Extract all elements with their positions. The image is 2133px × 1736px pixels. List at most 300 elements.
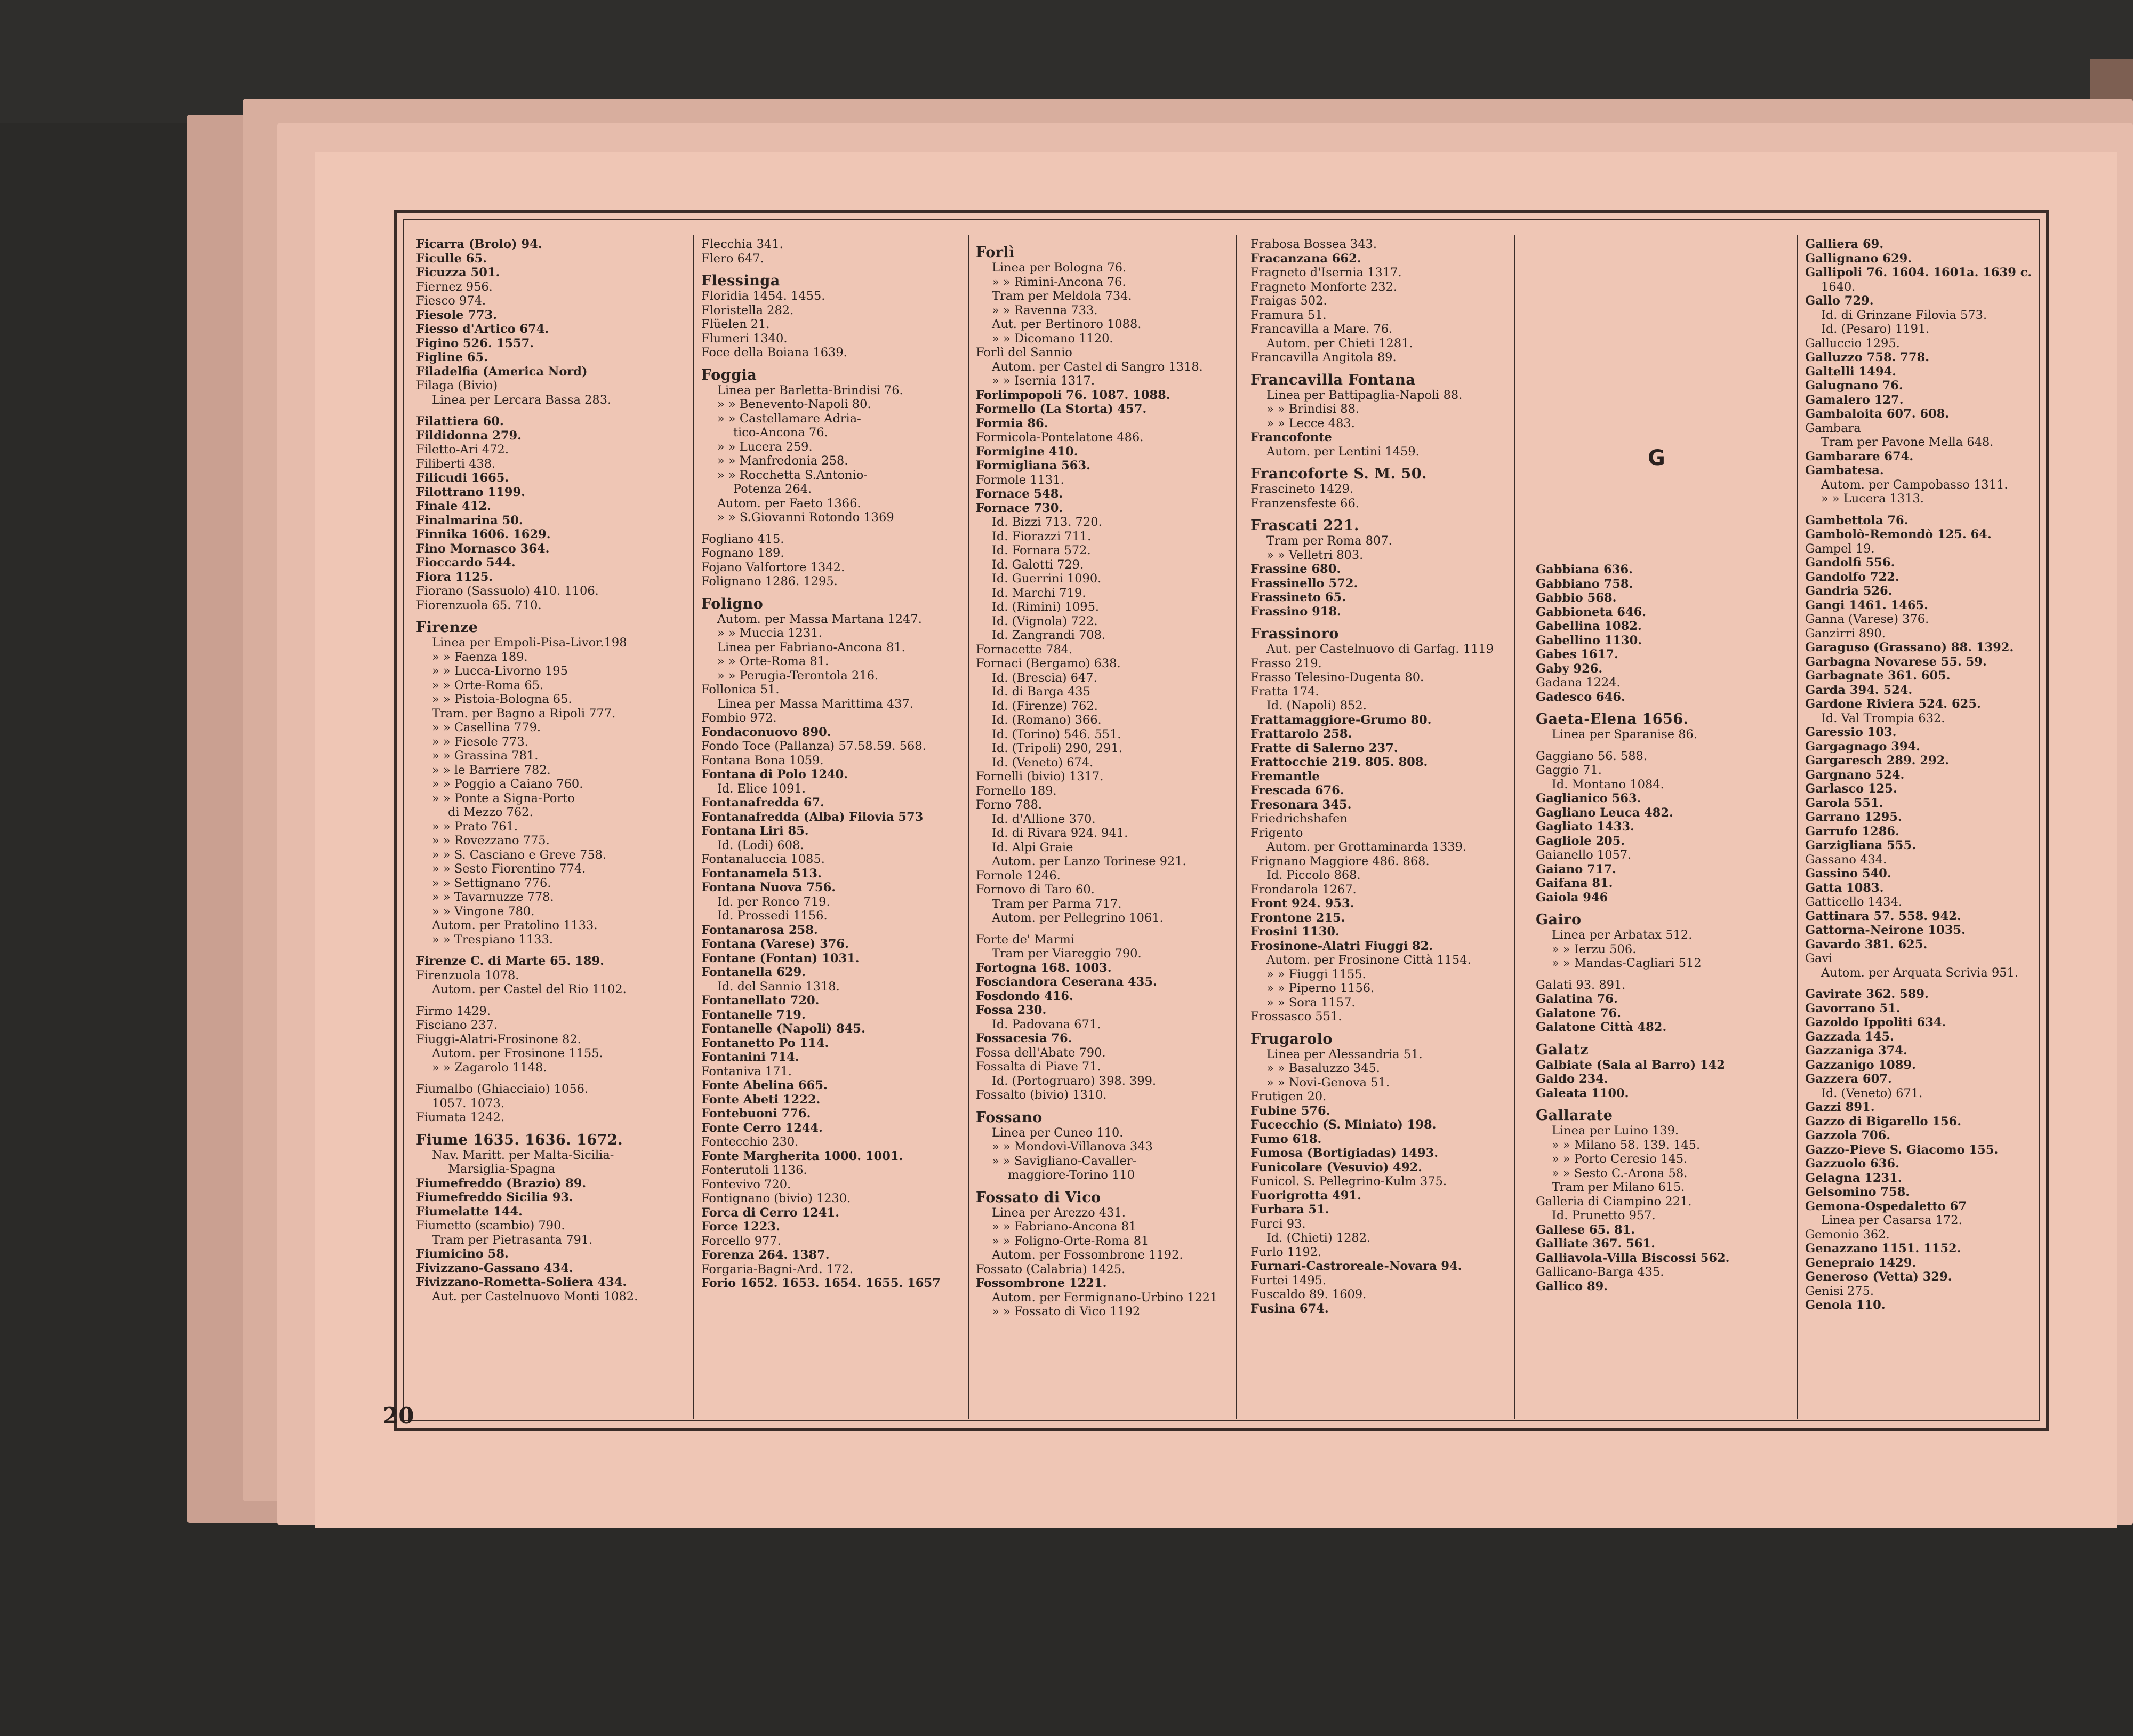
- index-entry: Fossacesia 76.: [976, 1031, 1072, 1045]
- index-entry: Linea per Empoli-Pisa-Livor.198: [432, 636, 627, 650]
- index-entry: Forno 788.: [976, 798, 1042, 812]
- index-entry: Frassineto 65.: [1250, 590, 1346, 604]
- index-entry: Francavilla Angitola 89.: [1250, 350, 1397, 364]
- index-entry: Gabbiano 758.: [1536, 577, 1633, 591]
- index-entry: Flumeri 1340.: [701, 331, 788, 346]
- index-entry: Aut. per Castelnuovo Monti 1082.: [432, 1289, 638, 1303]
- index-entry: Filetto-Ari 472.: [416, 443, 509, 457]
- index-entry: Galatina 76.: [1536, 992, 1618, 1006]
- index-entry: Furtei 1495.: [1250, 1273, 1326, 1287]
- index-entry: » » Lucca-Livorno 195: [432, 664, 568, 678]
- index-heading: Forlì: [976, 244, 1015, 261]
- index-entry: Gattinara 57. 558. 942.: [1805, 909, 1961, 923]
- index-entry: Frasso Telesino-Dugenta 80.: [1250, 670, 1424, 684]
- index-entry: Forca di Cerro 1241.: [701, 1205, 840, 1220]
- index-entry: Galeata 1100.: [1536, 1086, 1629, 1100]
- index-entry: Follonica 51.: [701, 683, 780, 697]
- index-entry: Flero 647.: [701, 251, 764, 266]
- index-entry: Garola 551.: [1805, 796, 1883, 810]
- index-entry: Fiorano (Sassuolo) 410. 1106.: [416, 584, 599, 598]
- index-entry: » » Orte-Roma 65.: [432, 678, 544, 692]
- index-entry: Gaiola 946: [1536, 890, 1608, 905]
- index-heading: Fiume 1635. 1636. 1672.: [416, 1131, 623, 1148]
- index-entry: Gazzaniga 374.: [1805, 1044, 1907, 1058]
- index-entry: 1057. 1073.: [432, 1096, 504, 1110]
- index-heading: Foligno: [701, 595, 764, 612]
- index-entry: Galdo 234.: [1536, 1072, 1608, 1086]
- index-entry: Gallignano 629.: [1805, 251, 1912, 266]
- index-entry: Fiesso d'Artico 674.: [416, 322, 549, 336]
- index-entry: Gatticello 1434.: [1805, 895, 1903, 909]
- index-heading: Frascati 221.: [1250, 517, 1359, 534]
- index-entry: Gallico 89.: [1536, 1279, 1608, 1293]
- index-entry: Gassino 540.: [1805, 867, 1891, 881]
- index-entry: Filadelfia (America Nord): [416, 364, 588, 379]
- index-entry: Forgaria-Bagni-Ard. 172.: [701, 1262, 853, 1276]
- index-entry: Gabbioneta 646.: [1536, 605, 1647, 619]
- index-entry: » » Sora 1157.: [1266, 995, 1356, 1010]
- index-entry: Furnari-Castroreale-Novara 94.: [1250, 1259, 1462, 1273]
- index-entry: Galluccio 1295.: [1805, 336, 1900, 350]
- index-entry: » » Faenza 189.: [432, 650, 528, 664]
- index-column-4: [1250, 237, 1512, 1411]
- index-entry: » » Grassina 781.: [432, 749, 539, 763]
- index-entry: Fuorigrotta 491.: [1250, 1188, 1361, 1203]
- index-entry: Frasso 219.: [1250, 656, 1322, 670]
- index-entry: Fiora 1125.: [416, 570, 493, 584]
- index-entry: Galliera 69.: [1805, 237, 1884, 251]
- index-entry: » » Sesto C.-Arona 58.: [1552, 1166, 1688, 1180]
- index-entry: Fremantle: [1250, 769, 1320, 783]
- index-entry: Gandria 526.: [1805, 584, 1893, 598]
- index-entry: Fondaconuovo 890.: [701, 725, 831, 739]
- index-entry: Id. Zangrandi 708.: [992, 628, 1106, 642]
- index-entry: Folignano 1286. 1295.: [701, 574, 838, 588]
- index-entry: Gavardo 381. 625.: [1805, 937, 1928, 951]
- index-heading: Gairo: [1536, 911, 1582, 928]
- index-entry: Fiumefreddo Sicilia 93.: [416, 1190, 573, 1204]
- index-entry: Gambaloita 607. 608.: [1805, 407, 1950, 421]
- index-entry: Frattamaggiore-Grumo 80.: [1250, 713, 1432, 727]
- index-entry: Gallipoli 76. 1604. 1601a. 1639 c.: [1805, 266, 2032, 279]
- index-entry: 1640.: [1821, 279, 1856, 294]
- index-entry: Finnika 1606. 1629.: [416, 527, 551, 541]
- index-entry: Gaiano 717.: [1536, 862, 1616, 876]
- index-entry: Id. Elice 1091.: [717, 781, 806, 796]
- index-entry: Frassinello 572.: [1250, 576, 1358, 590]
- index-entry: Friedrichshafen: [1250, 812, 1348, 826]
- index-entry: » » Prato 761.: [432, 819, 518, 834]
- index-entry: Gabbio 568.: [1536, 591, 1617, 605]
- index-entry: Forcello 977.: [701, 1234, 781, 1248]
- index-entry: Gazzuolo 636.: [1805, 1157, 1899, 1171]
- index-entry: Id. Montano 1084.: [1552, 777, 1664, 791]
- index-entry: Fossa 230.: [976, 1003, 1047, 1017]
- index-entry: » » Rocchetta S.Antonio-: [717, 468, 868, 482]
- index-entry: Fontanetto Po 114.: [701, 1036, 829, 1050]
- index-entry: Gangi 1461. 1465.: [1805, 598, 1929, 612]
- index-entry: Tram per Pietrasanta 791.: [432, 1233, 593, 1247]
- index-entry: Floridia 1454. 1455.: [701, 289, 825, 303]
- index-entry: Fratte di Salerno 237.: [1250, 741, 1398, 755]
- index-entry: Gabes 1617.: [1536, 647, 1618, 661]
- index-entry: Frossasco 551.: [1250, 1010, 1342, 1023]
- index-entry: Autom. per Pratolino 1133.: [432, 918, 598, 932]
- index-entry: Id. (Veneto) 671.: [1821, 1086, 1923, 1100]
- index-entry: Francofonte: [1250, 430, 1332, 444]
- index-entry: Gabellina 1082.: [1536, 619, 1642, 633]
- index-entry: Formigliana 563.: [976, 459, 1090, 473]
- index-entry: Galleria di Ciampino 221.: [1536, 1194, 1692, 1209]
- index-entry: Gattorna-Neirone 1035.: [1805, 923, 1966, 937]
- index-entry: » » Muccia 1231.: [717, 626, 822, 640]
- index-entry: Fontana Nuova 756.: [701, 881, 836, 894]
- index-entry: Fioccardo 544.: [416, 556, 516, 570]
- index-entry: tico-Ancona 76.: [733, 426, 828, 439]
- index-entry: Linea per Luino 139.: [1552, 1124, 1679, 1138]
- index-entry: » » Trespiano 1133.: [432, 932, 554, 947]
- index-entry: Frattocchie 219. 805. 808.: [1250, 755, 1428, 769]
- index-entry: Tram per Pavone Mella 648.: [1821, 435, 1994, 449]
- index-entry: Linea per Sparanise 86.: [1552, 727, 1698, 741]
- index-entry: Fiuggi-Alatri-Frosinone 82.: [416, 1032, 581, 1046]
- index-entry: Id. (Rimini) 1095.: [992, 600, 1100, 614]
- index-heading: Galatz: [1536, 1041, 1589, 1058]
- index-entry: » » S.Giovanni Rotondo 1369: [717, 510, 894, 524]
- index-entry: Fiernez 956.: [416, 279, 493, 294]
- index-entry: Garrufo 1286.: [1805, 824, 1899, 838]
- index-entry: Id. Marchi 719.: [992, 586, 1086, 600]
- index-entry: Frattarolo 258.: [1250, 727, 1352, 741]
- index-entry: » » Manfredonia 258.: [717, 454, 848, 468]
- index-entry: Fragneto d'Isernia 1317.: [1250, 266, 1402, 279]
- index-heading: Flessinga: [701, 273, 780, 289]
- index-entry: Gambettola 76.: [1805, 513, 1909, 527]
- index-entry: Id. Bizzi 713. 720.: [992, 515, 1102, 529]
- index-entry: Fumo 618.: [1250, 1132, 1322, 1146]
- index-entry: Fosdondo 416.: [976, 989, 1073, 1003]
- index-entry: Id. Fornara 572.: [992, 543, 1091, 557]
- index-entry: Frigento: [1250, 826, 1303, 840]
- index-entry: Gemonio 362.: [1805, 1227, 1890, 1242]
- index-column-3: [976, 237, 1237, 1411]
- index-entry: Gagliano Leuca 482.: [1536, 805, 1673, 820]
- column-rule: [1797, 235, 1798, 1419]
- index-entry: Firmo 1429.: [416, 1004, 491, 1018]
- index-entry: Id. di Barga 435: [992, 685, 1090, 699]
- index-entry: » » Lucera 259.: [717, 439, 813, 454]
- index-entry: Gargnano 524.: [1805, 767, 1905, 782]
- index-entry: Fornello 189.: [976, 783, 1057, 798]
- index-entry: Gelagna 1231.: [1805, 1171, 1902, 1185]
- index-entry: Linea per Bologna 76.: [992, 261, 1127, 275]
- index-entry: Ganzirri 890.: [1805, 626, 1886, 641]
- index-entry: » » Poggio a Caiano 760.: [432, 777, 583, 791]
- index-entry: Fontevivo 720.: [701, 1177, 791, 1191]
- index-entry: Linea per Lercara Bassa 283.: [432, 393, 612, 407]
- index-entry: Linea per Battipaglia-Napoli 88.: [1266, 388, 1463, 402]
- index-entry: Id. (Pesaro) 1191.: [1821, 322, 1930, 336]
- index-entry: Fontanini 714.: [701, 1050, 799, 1064]
- index-entry: » » Lecce 483.: [1266, 416, 1355, 430]
- index-heading: Frassinoro: [1250, 626, 1339, 642]
- index-entry: » » Milano 58. 139. 145.: [1552, 1138, 1701, 1152]
- index-heading: Gaeta-Elena 1656.: [1536, 711, 1689, 727]
- index-entry: Fornace 548.: [976, 487, 1063, 501]
- index-entry: Frabosa Bossea 343.: [1250, 237, 1377, 251]
- index-entry: Gaggiano 56. 588.: [1536, 749, 1648, 763]
- index-entry: Fontana di Polo 1240.: [701, 767, 848, 781]
- index-entry: Id. di Grinzane Filovia 573.: [1821, 308, 1987, 322]
- index-entry: Formia 86.: [976, 416, 1048, 430]
- index-entry: Gassano 434.: [1805, 852, 1887, 867]
- index-entry: Garzigliana 555.: [1805, 838, 1916, 852]
- index-entry: Gagliato 1433.: [1536, 820, 1634, 834]
- index-heading: Fossano: [976, 1109, 1043, 1126]
- index-entry: » » Zagarolo 1148.: [432, 1060, 547, 1075]
- index-entry: Autom. per Frosinone 1155.: [432, 1046, 603, 1060]
- index-entry: Fossalta di Piave 71.: [976, 1060, 1101, 1074]
- index-entry: Id. (Romano) 366.: [992, 713, 1102, 727]
- index-entry: » » Orte-Roma 81.: [717, 654, 829, 668]
- index-entry: Gambatesa.: [1805, 463, 1884, 477]
- index-entry: Fontanellato 720.: [701, 994, 820, 1007]
- index-heading: Gallarate: [1536, 1107, 1613, 1124]
- index-entry: Ficarra (Brolo) 94.: [416, 237, 542, 251]
- index-entry: Fonte Abeti 1222.: [701, 1092, 821, 1107]
- index-entry: Fontanella 629.: [701, 965, 806, 979]
- index-entry: » » Porto Ceresio 145.: [1552, 1152, 1688, 1166]
- index-entry: Linea per Arbatax 512.: [1552, 928, 1693, 942]
- index-entry: » » Ierzu 506.: [1552, 942, 1637, 956]
- index-entry: Gazzo-Pieve S. Giacomo 155.: [1805, 1142, 1999, 1157]
- index-entry: » » Casellina 779.: [432, 721, 541, 734]
- index-entry: Fracanzana 662.: [1250, 251, 1361, 266]
- index-entry: Fonte Abelina 665.: [701, 1078, 828, 1092]
- index-entry: Fornovo di Taro 60.: [976, 883, 1095, 897]
- index-entry: Gazoldo Ippoliti 634.: [1805, 1015, 1946, 1029]
- index-entry: Garlasco 125.: [1805, 782, 1897, 796]
- index-entry: Fraigas 502.: [1250, 294, 1327, 308]
- index-entry: Gambolò-Remondò 125. 64.: [1805, 527, 1992, 541]
- index-entry: » » Lucera 1313.: [1821, 492, 1924, 506]
- index-entry: Firenzuola 1078.: [416, 968, 519, 982]
- index-entry: Gavorrano 51.: [1805, 1001, 1901, 1015]
- index-entry: Tram per Viareggio 790.: [992, 947, 1142, 961]
- index-entry: Fivizzano-Gassano 434.: [416, 1261, 573, 1275]
- index-entry: Fiesole 773.: [416, 308, 498, 322]
- index-entry: » » le Barriere 782.: [432, 763, 551, 777]
- index-entry: Fiumefreddo (Brazio) 89.: [416, 1176, 587, 1190]
- index-entry: Genisi 275.: [1805, 1284, 1874, 1298]
- index-entry: Gagliole 205.: [1536, 834, 1625, 848]
- index-entry: Id. Padovana 671.: [992, 1017, 1101, 1031]
- index-entry: Id. Galotti 729.: [992, 557, 1084, 572]
- index-entry: Forlì del Sannio: [976, 346, 1072, 359]
- index-entry: Fossa dell'Abate 790.: [976, 1045, 1106, 1060]
- index-entry: Furlo 1192.: [1250, 1245, 1322, 1259]
- index-entry: Gazzola 706.: [1805, 1129, 1891, 1142]
- index-entry: Fombio 972.: [701, 711, 777, 725]
- index-entry: Linea per Casarsa 172.: [1821, 1213, 1962, 1227]
- index-entry: Firenze C. di Marte 65. 189.: [416, 954, 604, 968]
- index-entry: Galbiate (Sala al Barro) 142: [1536, 1058, 1725, 1072]
- index-entry: » » S. Casciano e Greve 758.: [432, 847, 607, 862]
- index-entry: Fuscaldo 89. 1609.: [1250, 1287, 1367, 1301]
- index-entry: Forenza 264. 1387.: [701, 1248, 830, 1262]
- index-entry: Galliavola-Villa Biscossi 562.: [1536, 1251, 1730, 1265]
- index-entry: Id. Fiorazzi 711.: [992, 529, 1092, 543]
- index-entry: Filiberti 438.: [416, 457, 496, 471]
- index-entry: Galugnano 76.: [1805, 379, 1903, 393]
- column-rule: [1514, 235, 1515, 1419]
- index-entry: » » Piperno 1156.: [1266, 981, 1375, 995]
- index-column-2: [701, 237, 963, 1411]
- index-entry: Fornaci (Bergamo) 638.: [976, 657, 1121, 670]
- index-entry: » » Castellamare Adria-: [717, 411, 861, 426]
- index-heading: Francavilla Fontana: [1250, 371, 1416, 388]
- index-entry: Fontanelle 719.: [701, 1007, 806, 1022]
- index-entry: Formigine 410.: [976, 444, 1078, 459]
- index-entry: Id. Prossedi 1156.: [717, 909, 828, 923]
- index-entry: Furci 93.: [1250, 1217, 1306, 1231]
- index-entry: Fonterutoli 1136.: [701, 1163, 807, 1177]
- index-entry: Furbara 51.: [1250, 1203, 1329, 1217]
- index-entry: Fosciandora Ceserana 435.: [976, 975, 1157, 989]
- index-entry: Marsiglia-Spagna: [448, 1162, 556, 1176]
- index-entry: Autom. per Frosinone Città 1154.: [1266, 953, 1471, 967]
- index-entry: » » Fabriano-Ancona 81: [992, 1220, 1137, 1234]
- index-entry: Tram. per Bagno a Ripoli 777.: [432, 706, 616, 721]
- index-entry: Id. (Torino) 546. 551.: [992, 727, 1121, 741]
- index-entry: Foce della Boiana 1639.: [701, 346, 847, 359]
- index-entry: Linea per Fabriano-Ancona 81.: [717, 640, 905, 654]
- index-entry: Fontanelle (Napoli) 845.: [701, 1022, 865, 1036]
- index-entry: Genola 110.: [1805, 1298, 1886, 1312]
- index-entry: Autom. per Fermignano-Urbino 1221: [992, 1290, 1218, 1305]
- index-entry: Front 924. 953.: [1250, 897, 1354, 910]
- index-entry: » » Ponte a Signa-Porto: [432, 791, 575, 805]
- index-entry: Gallese 65. 81.: [1536, 1222, 1635, 1237]
- index-entry: Fontaniva 171.: [701, 1064, 792, 1078]
- index-entry: Fornacette 784.: [976, 642, 1073, 657]
- index-entry: Autom. per Campobasso 1311.: [1821, 477, 2008, 492]
- index-entry: Gavi: [1805, 951, 1833, 965]
- index-entry: Fontana Liri 85.: [701, 824, 809, 838]
- index-entry: » » Ravenna 733.: [992, 303, 1098, 317]
- index-entry: Id. Val Trompia 632.: [1821, 711, 1945, 725]
- index-entry: Forlimpopoli 76. 1087. 1088.: [976, 388, 1170, 402]
- index-entry: Fonte Cerro 1244.: [701, 1121, 823, 1135]
- index-entry: » » Fiesole 773.: [432, 734, 528, 749]
- index-entry: Id. (Firenze) 762.: [992, 699, 1098, 713]
- index-entry: Franzensfeste 66.: [1250, 496, 1359, 510]
- index-entry: Galatone Città 482.: [1536, 1020, 1667, 1034]
- index-entry: Id. Alpi Graie: [992, 840, 1073, 854]
- index-entry: Linea per Alessandria 51.: [1266, 1047, 1423, 1061]
- index-entry: Gavirate 362. 589.: [1805, 987, 1929, 1001]
- index-entry: Gabbiana 636.: [1536, 563, 1633, 577]
- index-entry: Genazzano 1151. 1152.: [1805, 1242, 1961, 1255]
- index-entry: Fildidonna 279.: [416, 428, 522, 443]
- index-entry: Fondo Toce (Pallanza) 57.58.59. 568.: [701, 739, 926, 753]
- index-entry: Fontebuoni 776.: [701, 1107, 811, 1121]
- index-entry: Fragneto Monforte 232.: [1250, 279, 1398, 294]
- index-entry: Gandolfo 722.: [1805, 570, 1899, 584]
- index-entry: Gazzera 607.: [1805, 1072, 1892, 1086]
- index-entry: Frascineto 1429.: [1250, 482, 1354, 496]
- index-entry: Francavilla a Mare. 76.: [1250, 322, 1393, 336]
- index-entry: Garda 394. 524.: [1805, 683, 1913, 697]
- index-heading: Foggia: [701, 366, 757, 383]
- index-entry: Autom. per Lentini 1459.: [1266, 444, 1420, 459]
- index-entry: Gaifana 81.: [1536, 876, 1613, 890]
- index-entry: Generoso (Vetta) 329.: [1805, 1270, 1952, 1284]
- index-entry: Fresonara 345.: [1250, 797, 1352, 812]
- index-entry: Frassine 680.: [1250, 562, 1341, 576]
- index-entry: Autom. per Grottaminarda 1339.: [1266, 840, 1466, 854]
- index-entry: Fonte Margherita 1000. 1001.: [701, 1149, 903, 1163]
- index-entry: Floristella 282.: [701, 303, 794, 317]
- index-entry: Frescada 676.: [1250, 783, 1344, 797]
- index-entry: Formicola-Pontelatone 486.: [976, 430, 1144, 444]
- index-entry: Galati 93. 891.: [1536, 978, 1626, 992]
- index-entry: Gatta 1083.: [1805, 881, 1884, 895]
- index-entry: » » Pistoia-Bologna 65.: [432, 692, 572, 706]
- index-entry: Gazzo di Bigarello 156.: [1805, 1114, 1962, 1129]
- index-entry: Garessio 103.: [1805, 725, 1897, 739]
- index-entry: Finalmarina 50.: [416, 513, 523, 527]
- index-entry: Fontecchio 230.: [701, 1135, 799, 1149]
- index-entry: Gaby 926.: [1536, 661, 1603, 676]
- index-entry: Id. per Ronco 719.: [717, 894, 830, 909]
- column-rule: [693, 235, 694, 1419]
- index-entry: Fontanarosa 258.: [701, 923, 818, 937]
- index-entry: Fiorenzuola 65. 710.: [416, 598, 542, 612]
- index-entry: » » Benevento-Napoli 80.: [717, 397, 871, 411]
- index-entry: Gampel 19.: [1805, 541, 1875, 556]
- index-entry: Genepraio 1429.: [1805, 1255, 1917, 1270]
- index-entry: Id. (Lodi) 608.: [717, 838, 804, 852]
- index-entry: Fossalto (bivio) 1310.: [976, 1088, 1107, 1102]
- index-entry: Id. (Tripoli) 290, 291.: [992, 741, 1122, 755]
- index-entry: Fratta 174.: [1250, 684, 1319, 699]
- index-entry: Tram per Roma 807.: [1266, 534, 1392, 548]
- index-column-6: [1805, 237, 2066, 1411]
- index-entry: Fiumelatte 144.: [416, 1204, 523, 1219]
- index-entry: Figline 65.: [416, 350, 488, 364]
- index-entry: Garaguso (Grassano) 88. 1392.: [1805, 641, 2014, 654]
- index-entry: Gargaresch 289. 292.: [1805, 754, 1950, 767]
- index-entry: Formello (La Storta) 457.: [976, 402, 1147, 416]
- index-entry: Id. Guerrini 1090.: [992, 572, 1102, 586]
- index-entry: Id. di Rivara 924. 941.: [992, 826, 1128, 840]
- index-entry: Fossombrone 1221.: [976, 1276, 1107, 1290]
- index-entry: Fivizzano-Rometta-Soliera 434.: [416, 1275, 627, 1289]
- index-entry: Funicol. S. Pellegrino-Kulm 375.: [1250, 1174, 1447, 1188]
- index-column-5: [1536, 563, 1797, 1736]
- index-entry: Id. (Napoli) 852.: [1266, 699, 1367, 713]
- index-entry: Autom. per Faeto 1366.: [717, 496, 861, 510]
- index-entry: Gadana 1224.: [1536, 676, 1621, 690]
- index-entry: Fossato (Calabria) 1425.: [976, 1262, 1126, 1276]
- index-entry: Filottrano 1199.: [416, 485, 525, 499]
- index-entry: Gambarare 674.: [1805, 449, 1914, 463]
- index-entry: Linea per Cuneo 110.: [992, 1125, 1124, 1140]
- index-entry: Gaglianico 563.: [1536, 791, 1641, 805]
- index-entry: Autom. per Arquata Scrivia 951.: [1821, 965, 2019, 980]
- index-heading: Fossato di Vico: [976, 1189, 1101, 1206]
